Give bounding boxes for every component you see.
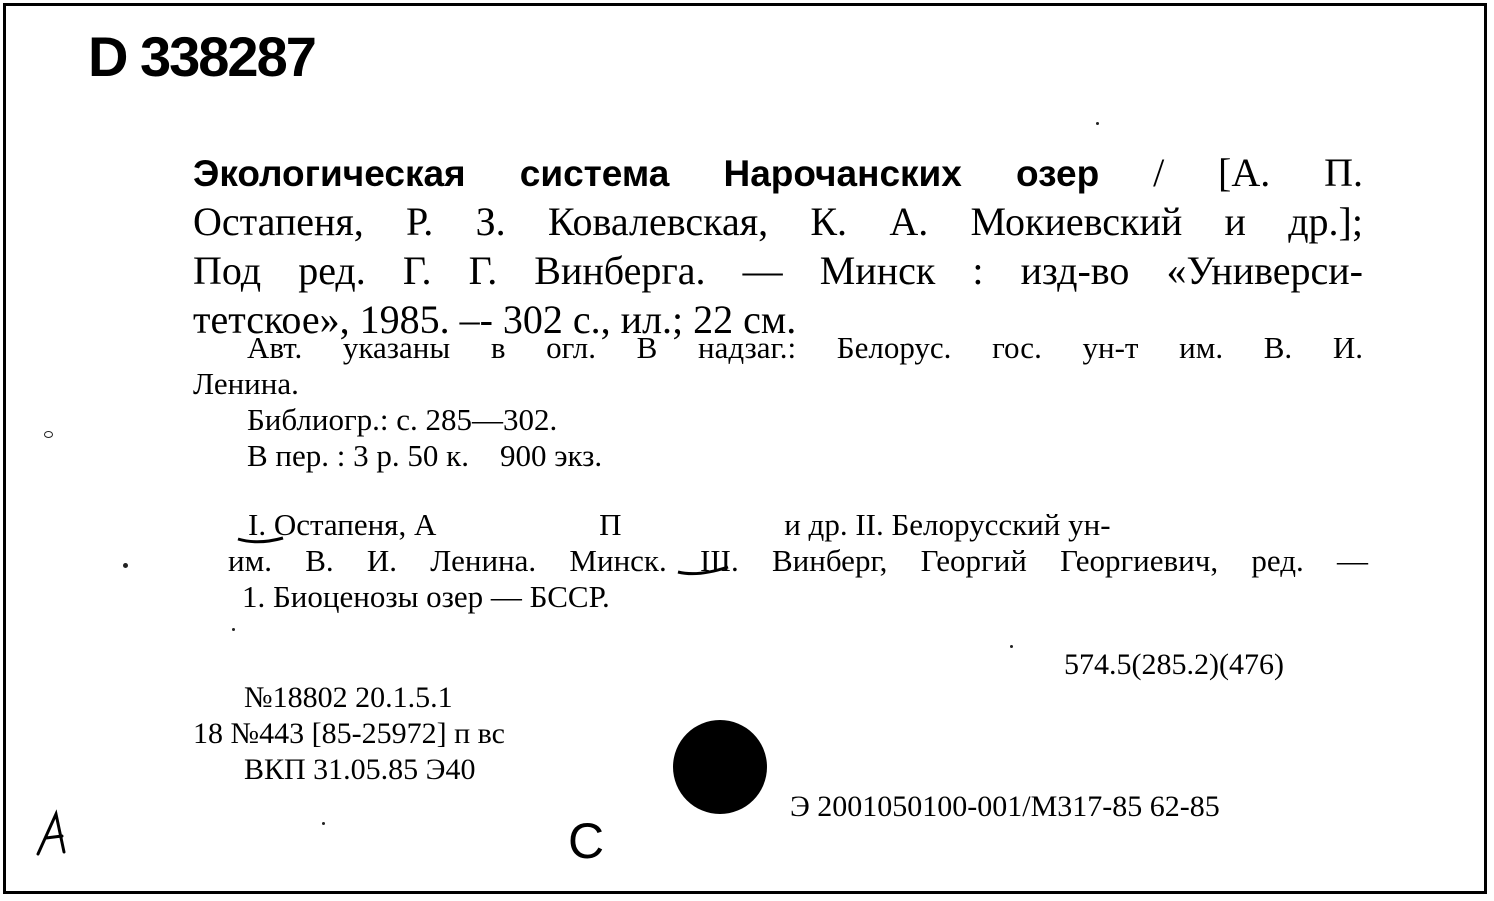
tracing-line-1: I. Остапеня, А П и др. II. Белорусский ун- [248,507,1111,542]
handwritten-a-icon [34,808,74,858]
main-entry-line-1 [193,148,1363,197]
note-line-1: Авт. указаны в огл. В надзаг.: Белорус. гос. ун-т им. В. И. [247,330,1363,365]
registration-line-3: ВКП 31.05.85 Э40 [244,753,476,786]
tracing-line-3: 1. Биоценозы озер — БССР. [242,579,610,614]
main-entry-line-2: Остапеня, Р. З. Ковалевская, К. А. Мокиевский и др.]; [193,199,1363,244]
registration-block [193,680,505,788]
punch-hole [673,720,767,814]
handwritten-mark [34,808,74,863]
notes [193,330,1363,474]
note-line-3: Библиогр.: с. 285—302. [247,402,558,437]
udc-index: 574.5(285.2)(476) [1064,648,1284,681]
speck-mark [44,431,53,438]
registration-line-2: 18 №443 [85-25972] п вс [193,717,505,750]
main-entry-line-4: тетское», 1985. –- 302 с., ил.; 22 см. [193,297,797,342]
call-number: D 338287 [88,25,315,88]
speck-mark [232,628,235,631]
publication-code: Э 2001050100-001/М317-85 62-85 [790,790,1220,823]
main-entry-line-3: Под ред. Г. Г. Винберга. — Минск : изд-во «Универси- [193,248,1363,293]
main-entry [193,148,1363,344]
underline-marks [228,525,748,585]
note-line-4: В пер. : 3 р. 50 к. 900 экз. [247,438,603,473]
speck-mark [1096,122,1099,125]
speck-mark [1010,645,1013,648]
responsibility-start: / [А. П. [1099,150,1363,195]
registration-line-1: №18802 20.1.5.1 [244,681,453,714]
tracing-line-2: им. В. И. Ленина. Минск. III. Винберг, Георгий Георгиевич, ред. — [228,543,1368,578]
book-title: Экологическая система Нарочанских озер [193,153,1100,194]
note-line-2: Ленина. [193,366,299,401]
speck-mark [123,563,128,568]
speck-mark [322,822,325,825]
letter-c: С [568,813,605,869]
